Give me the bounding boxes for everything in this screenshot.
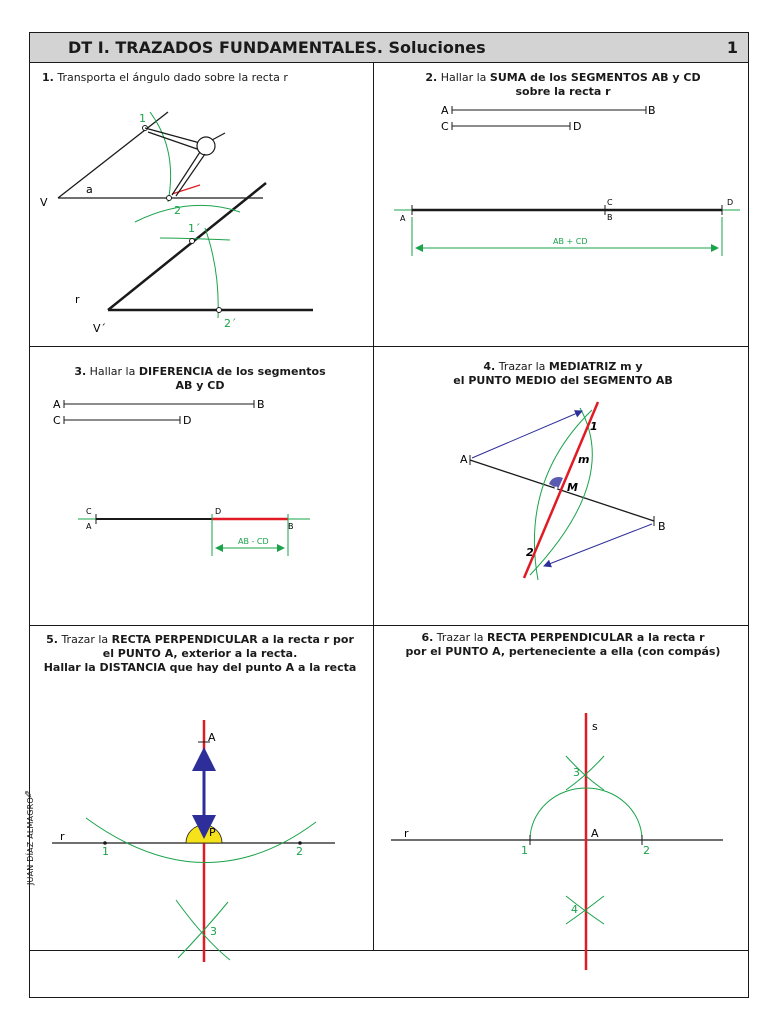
svg-text:1´: 1´: [188, 222, 201, 235]
svg-text:C: C: [441, 120, 449, 133]
svg-text:2: 2: [526, 546, 534, 559]
svg-text:4: 4: [571, 903, 578, 916]
svg-text:3: 3: [573, 766, 580, 779]
svg-text:A: A: [441, 104, 449, 117]
exercise-1-drawing: [40, 112, 313, 335]
svg-text:B: B: [607, 213, 613, 222]
svg-text:2: 2: [296, 845, 303, 858]
svg-text:D: D: [727, 198, 734, 207]
svg-text:r: r: [75, 293, 80, 306]
svg-text:A: A: [53, 398, 61, 411]
page-number: 1: [726, 38, 738, 57]
compass-icon: [145, 128, 225, 196]
svg-text:B: B: [257, 398, 265, 411]
svg-text:D: D: [215, 507, 222, 516]
svg-text:B: B: [658, 520, 666, 533]
svg-text:A: A: [86, 522, 92, 531]
svg-text:3: 3: [210, 925, 217, 938]
exercise-6-title: 6. Trazar la RECTA PERPENDICULAR a la recta r por el PUNTO A, perteneciente a ella (con compás): [405, 631, 721, 658]
svg-text:B: B: [288, 522, 294, 531]
svg-text:1: 1: [139, 112, 146, 125]
exercise-4-title: 4. Trazar la MEDIATRIZ m y el PUNTO MEDIO del SEGMENTO AB: [453, 360, 673, 387]
svg-text:V: V: [40, 196, 48, 209]
svg-text:P: P: [209, 826, 216, 839]
exercise-1-title: 1. Transporta el ángulo dado sobre la recta r: [42, 71, 288, 84]
svg-text:D: D: [183, 414, 192, 427]
svg-text:1: 1: [590, 420, 598, 433]
exercise-6-drawing: [391, 713, 723, 970]
svg-text:2: 2: [174, 204, 181, 217]
svg-text:B: B: [648, 104, 656, 117]
page-title: DT I. TRAZADOS FUNDAMENTALES. Soluciones: [68, 38, 486, 57]
svg-text:AB + CD: AB + CD: [553, 237, 588, 246]
svg-text:C: C: [86, 507, 92, 516]
svg-text:m: m: [578, 453, 590, 466]
svg-text:r: r: [404, 827, 409, 840]
svg-text:C: C: [607, 198, 613, 207]
exercise-5-drawing: [52, 720, 335, 962]
svg-text:2: 2: [643, 844, 650, 857]
svg-text:A: A: [460, 453, 468, 466]
svg-text:A: A: [591, 827, 599, 840]
svg-text:r: r: [60, 830, 65, 843]
exercise-3-title: 3. Hallar la DIFERENCIA de los segmentos AB y CD: [74, 365, 326, 392]
exercise-5-title: 5. Trazar la RECTA PERPENDICULAR a la recta r por el PUNTO A, exterior a la recta. Hallar la DISTANCIA que hay del punto A a la recta: [43, 633, 357, 674]
svg-text:A: A: [400, 214, 406, 223]
svg-text:a: a: [86, 183, 93, 196]
exercise-2-title: 2. Hallar la SUMA de los SEGMENTOS AB y CD sobre la recta r: [425, 71, 701, 98]
exercise-4-drawing: [460, 402, 666, 580]
svg-text:1: 1: [102, 845, 109, 858]
svg-text:V´: V´: [93, 322, 107, 335]
svg-text:1: 1: [521, 844, 528, 857]
svg-text:2´: 2´: [224, 317, 237, 330]
svg-text:A: A: [208, 731, 216, 744]
author-logo-icon: ✎: [24, 790, 33, 801]
svg-text:AB - CD: AB - CD: [238, 537, 269, 546]
svg-text:D: D: [573, 120, 582, 133]
svg-text:C: C: [53, 414, 61, 427]
svg-text:M: M: [567, 481, 578, 494]
svg-text:s: s: [592, 720, 598, 733]
author-credit: JUAN DÍAZ ALMAGRO: [26, 797, 35, 885]
exercise-2-drawing: [394, 104, 740, 256]
exercise-3-drawing: [53, 398, 310, 556]
